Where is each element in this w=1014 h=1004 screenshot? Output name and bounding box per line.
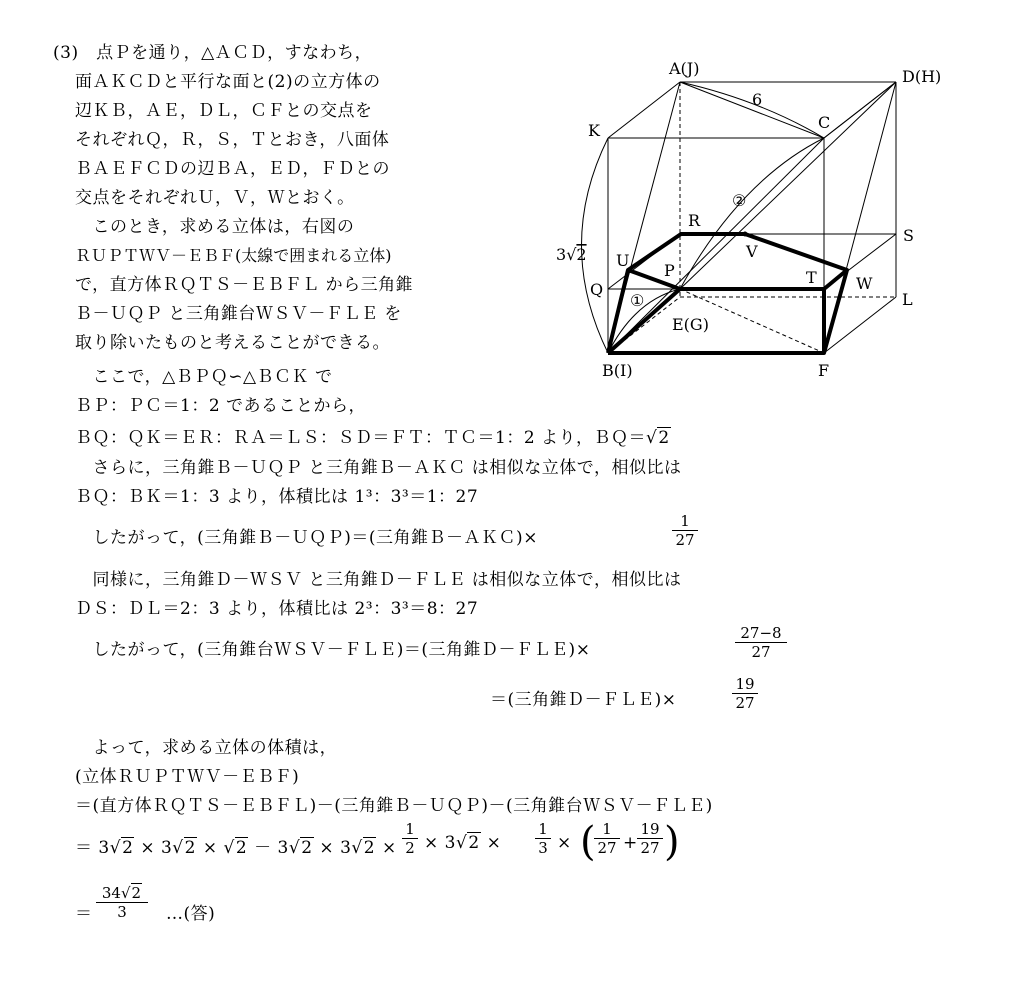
text-line-2: 面ＡＫＣＤと平行な面と(2)の立方体の [75,72,381,92]
text-line-7: このとき，求める立体は，右図の [75,217,355,237]
fraction-1-27: $\frac{1}{27}$ [672,512,698,549]
label-P: P [664,261,675,280]
label-circle-1: ① [630,291,645,310]
label-circle-2: ② [732,191,747,210]
text-line-17: したがって，(三角錐Ｂ－ＵＱＰ)＝(三角錐Ｂ－ＡＫＣ)× [75,528,538,548]
label-A: A(J) [669,59,700,78]
text-line-3: 辺ＫＢ，ＡＥ，ＤＬ，ＣＦとの交点を [75,101,373,121]
label-E: E(G) [672,315,709,334]
ratio-text: ＢＱ：ＱＫ＝ＥＲ：ＲＡ＝ＬＳ：ＳＤ＝ＦＴ：ＴＣ＝1：2 より，ＢＱ＝ [75,428,647,448]
answer-fraction: $\frac{34√2}{3}$ [96,884,148,921]
answer-eq: ＝ [75,904,93,924]
label-W: W [856,274,873,293]
label-6: 6 [752,90,763,109]
text-line-11: 取り除いたものと考えることができる。 [75,333,390,353]
text-line-4: それぞれＱ，Ｒ，Ｓ，Ｔとおき，八面体 [75,130,390,150]
fraction-27-8-over-27: $\frac{27-8}{27}$ [735,624,787,661]
text-line-16: ＢＱ：ＢＫ＝1：3 より，体積比は 1³：3³＝1：27 [75,487,479,507]
label-D: D(H) [902,67,942,86]
text-line-19: ＤＳ：ＤＬ＝2：3 より，体積比は 2³：3³＝8：27 [75,599,479,619]
text-line-1: (3) 点Ｐを通り，△ＡＣＤ，すなわち， [53,43,373,63]
text-line-8: ＲＵＰＴＷＶ－ＥＢＦ(太線で囲まれる立体) [75,246,392,265]
label-Q: Q [590,280,604,299]
text-line-22: よって，求める立体の体積は， [75,738,338,758]
fraction-a: $\frac{1}{27}$ [594,820,620,857]
label-F: F [818,361,830,380]
fraction-19-27: $\frac{19}{27}$ [732,675,758,712]
text-line-21: ＝(三角錐Ｄ－ＦＬＥ)× [490,690,677,710]
label-3root2: 3√2 [556,245,587,264]
expression-line-cont: × 3√2 × [424,833,502,853]
text-line-5: ＢＡＥＦＣＤの辺ＢＡ，ＥＤ，ＦＤとの [75,159,390,179]
fraction-half: $\frac{1}{2}$ [402,820,418,857]
text-line-15: さらに，三角錐Ｂ－ＵＱＰ と三角錐Ｂ－ＡＫＣ は相似な立体で，相似比は [75,458,682,478]
expression-line: ＝ 3√2 × 3√2 × √2 － 3√2 × 3√2 × [75,838,397,858]
text-line-13: ＢＰ：ＰＣ＝1：2 であることから， [75,396,367,416]
label-V: V [746,242,758,261]
label-C: C [818,113,831,132]
label-K: K [588,121,600,140]
text-line-6: 交点をそれぞれＵ，Ｖ，Ｗとおく。 [75,188,355,208]
text-line-10: Ｂ－ＵＱＰ と三角錐台ＷＳＶ－ＦＬＥ を [75,304,402,324]
left-paren: ( [580,819,596,865]
text-line-12: ここで，△ＢＰＱ∽△ＢＣＫ で [75,367,333,387]
fraction-third: $\frac{1}{3}$ [535,820,551,857]
label-L: L [902,290,913,309]
label-T: T [806,268,817,287]
label-S: S [903,226,914,245]
sqrt-2: √2 [646,428,670,448]
text-line-23: (立体ＲＵＰＴＷＶ－ＥＢＦ) [75,767,300,787]
text-line-24: ＝(直方体ＲＱＴＳ－ＥＢＦＬ)－(三角錐Ｂ－ＵＱＰ)－(三角錐台ＷＳＶ－ＦＬＥ) [75,796,713,816]
plus-sign: + [623,833,638,853]
times-sign: × [557,833,572,853]
label-B: B(I) [602,361,633,380]
answer-tail: …(答) [166,904,216,924]
text-line-20: したがって，(三角錐台ＷＳＶ－ＦＬＥ)＝(三角錐Ｄ－ＦＬＥ)× [75,640,591,660]
text-line-9: で，直方体ＲＱＴＳ－ＥＢＦＬ から三角錐 [75,275,414,295]
text-line-18: 同様に，三角錐Ｄ－ＷＳＶ と三角錐Ｄ－ＦＬＥ は相似な立体で，相似比は [75,570,682,590]
fraction-b: $\frac{19}{27}$ [637,820,663,857]
label-R: R [688,211,701,230]
right-paren: ) [664,819,680,865]
label-U: U [616,251,630,270]
